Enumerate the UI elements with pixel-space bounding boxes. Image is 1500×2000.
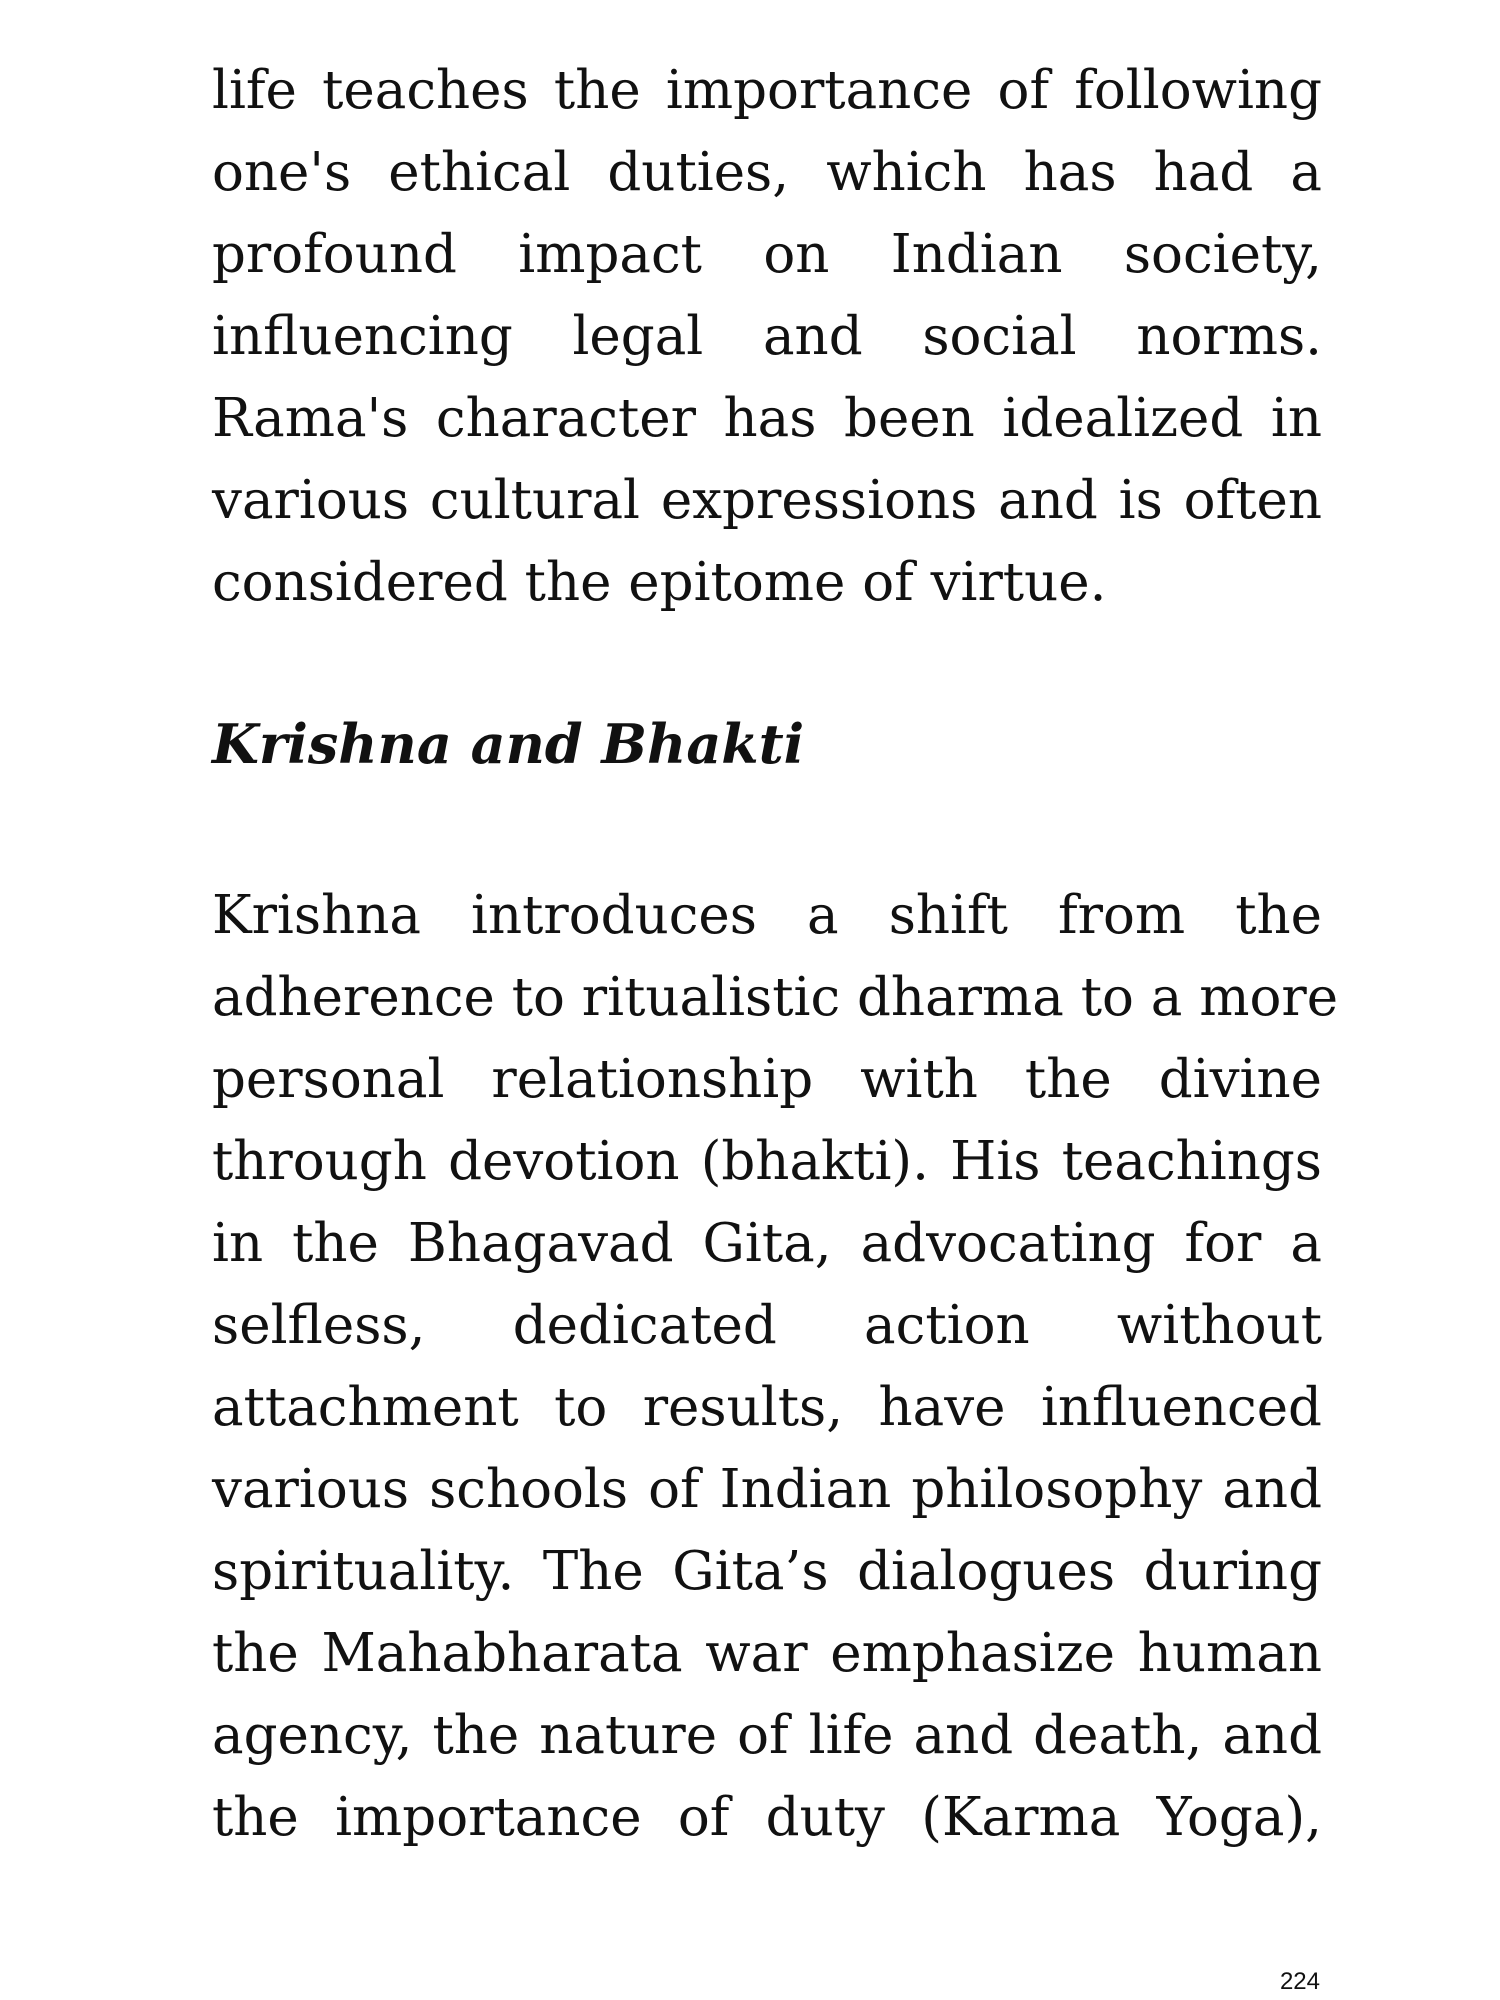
text-line: selfless, dedicated action without bbox=[212, 1295, 1322, 1356]
section-heading: Krishna and Bhakti bbox=[212, 712, 805, 776]
text-line: various schools of Indian philosophy and bbox=[212, 1459, 1322, 1520]
text-line: in the Bhagavad Gita, advocating for a bbox=[212, 1213, 1322, 1274]
text-line: agency, the nature of life and death, and bbox=[212, 1705, 1322, 1766]
text-line: considered the epitome of virtue. bbox=[212, 552, 1107, 613]
text-line: personal relationship with the divine bbox=[212, 1049, 1322, 1110]
text-line: influencing legal and social norms. bbox=[212, 306, 1322, 367]
text-line: the importance of duty (Karma Yoga), bbox=[212, 1787, 1322, 1848]
text-line: through devotion (bhakti). His teachings bbox=[212, 1131, 1322, 1192]
text-line: attachment to results, have influenced bbox=[212, 1377, 1322, 1438]
text-line: the Mahabharata war emphasize human bbox=[212, 1623, 1322, 1684]
text-line: life teaches the importance of following bbox=[212, 60, 1322, 121]
body-paragraph-1 bbox=[212, 50, 1322, 624]
page-number: 224 bbox=[1279, 1968, 1320, 1995]
text-line: Rama's character has been idealized in bbox=[212, 388, 1322, 449]
text-line: profound impact on Indian society, bbox=[212, 224, 1322, 285]
text-line: one's ethical duties, which has had a bbox=[212, 142, 1322, 203]
body-paragraph-2 bbox=[212, 875, 1339, 1859]
text-line: adherence to ritualistic dharma to a more bbox=[212, 967, 1339, 1028]
text-line: spirituality. The Gita’s dialogues during bbox=[212, 1541, 1322, 1602]
text-line: various cultural expressions and is often bbox=[212, 470, 1322, 531]
text-line: Krishna introduces a shift from the bbox=[212, 885, 1322, 946]
